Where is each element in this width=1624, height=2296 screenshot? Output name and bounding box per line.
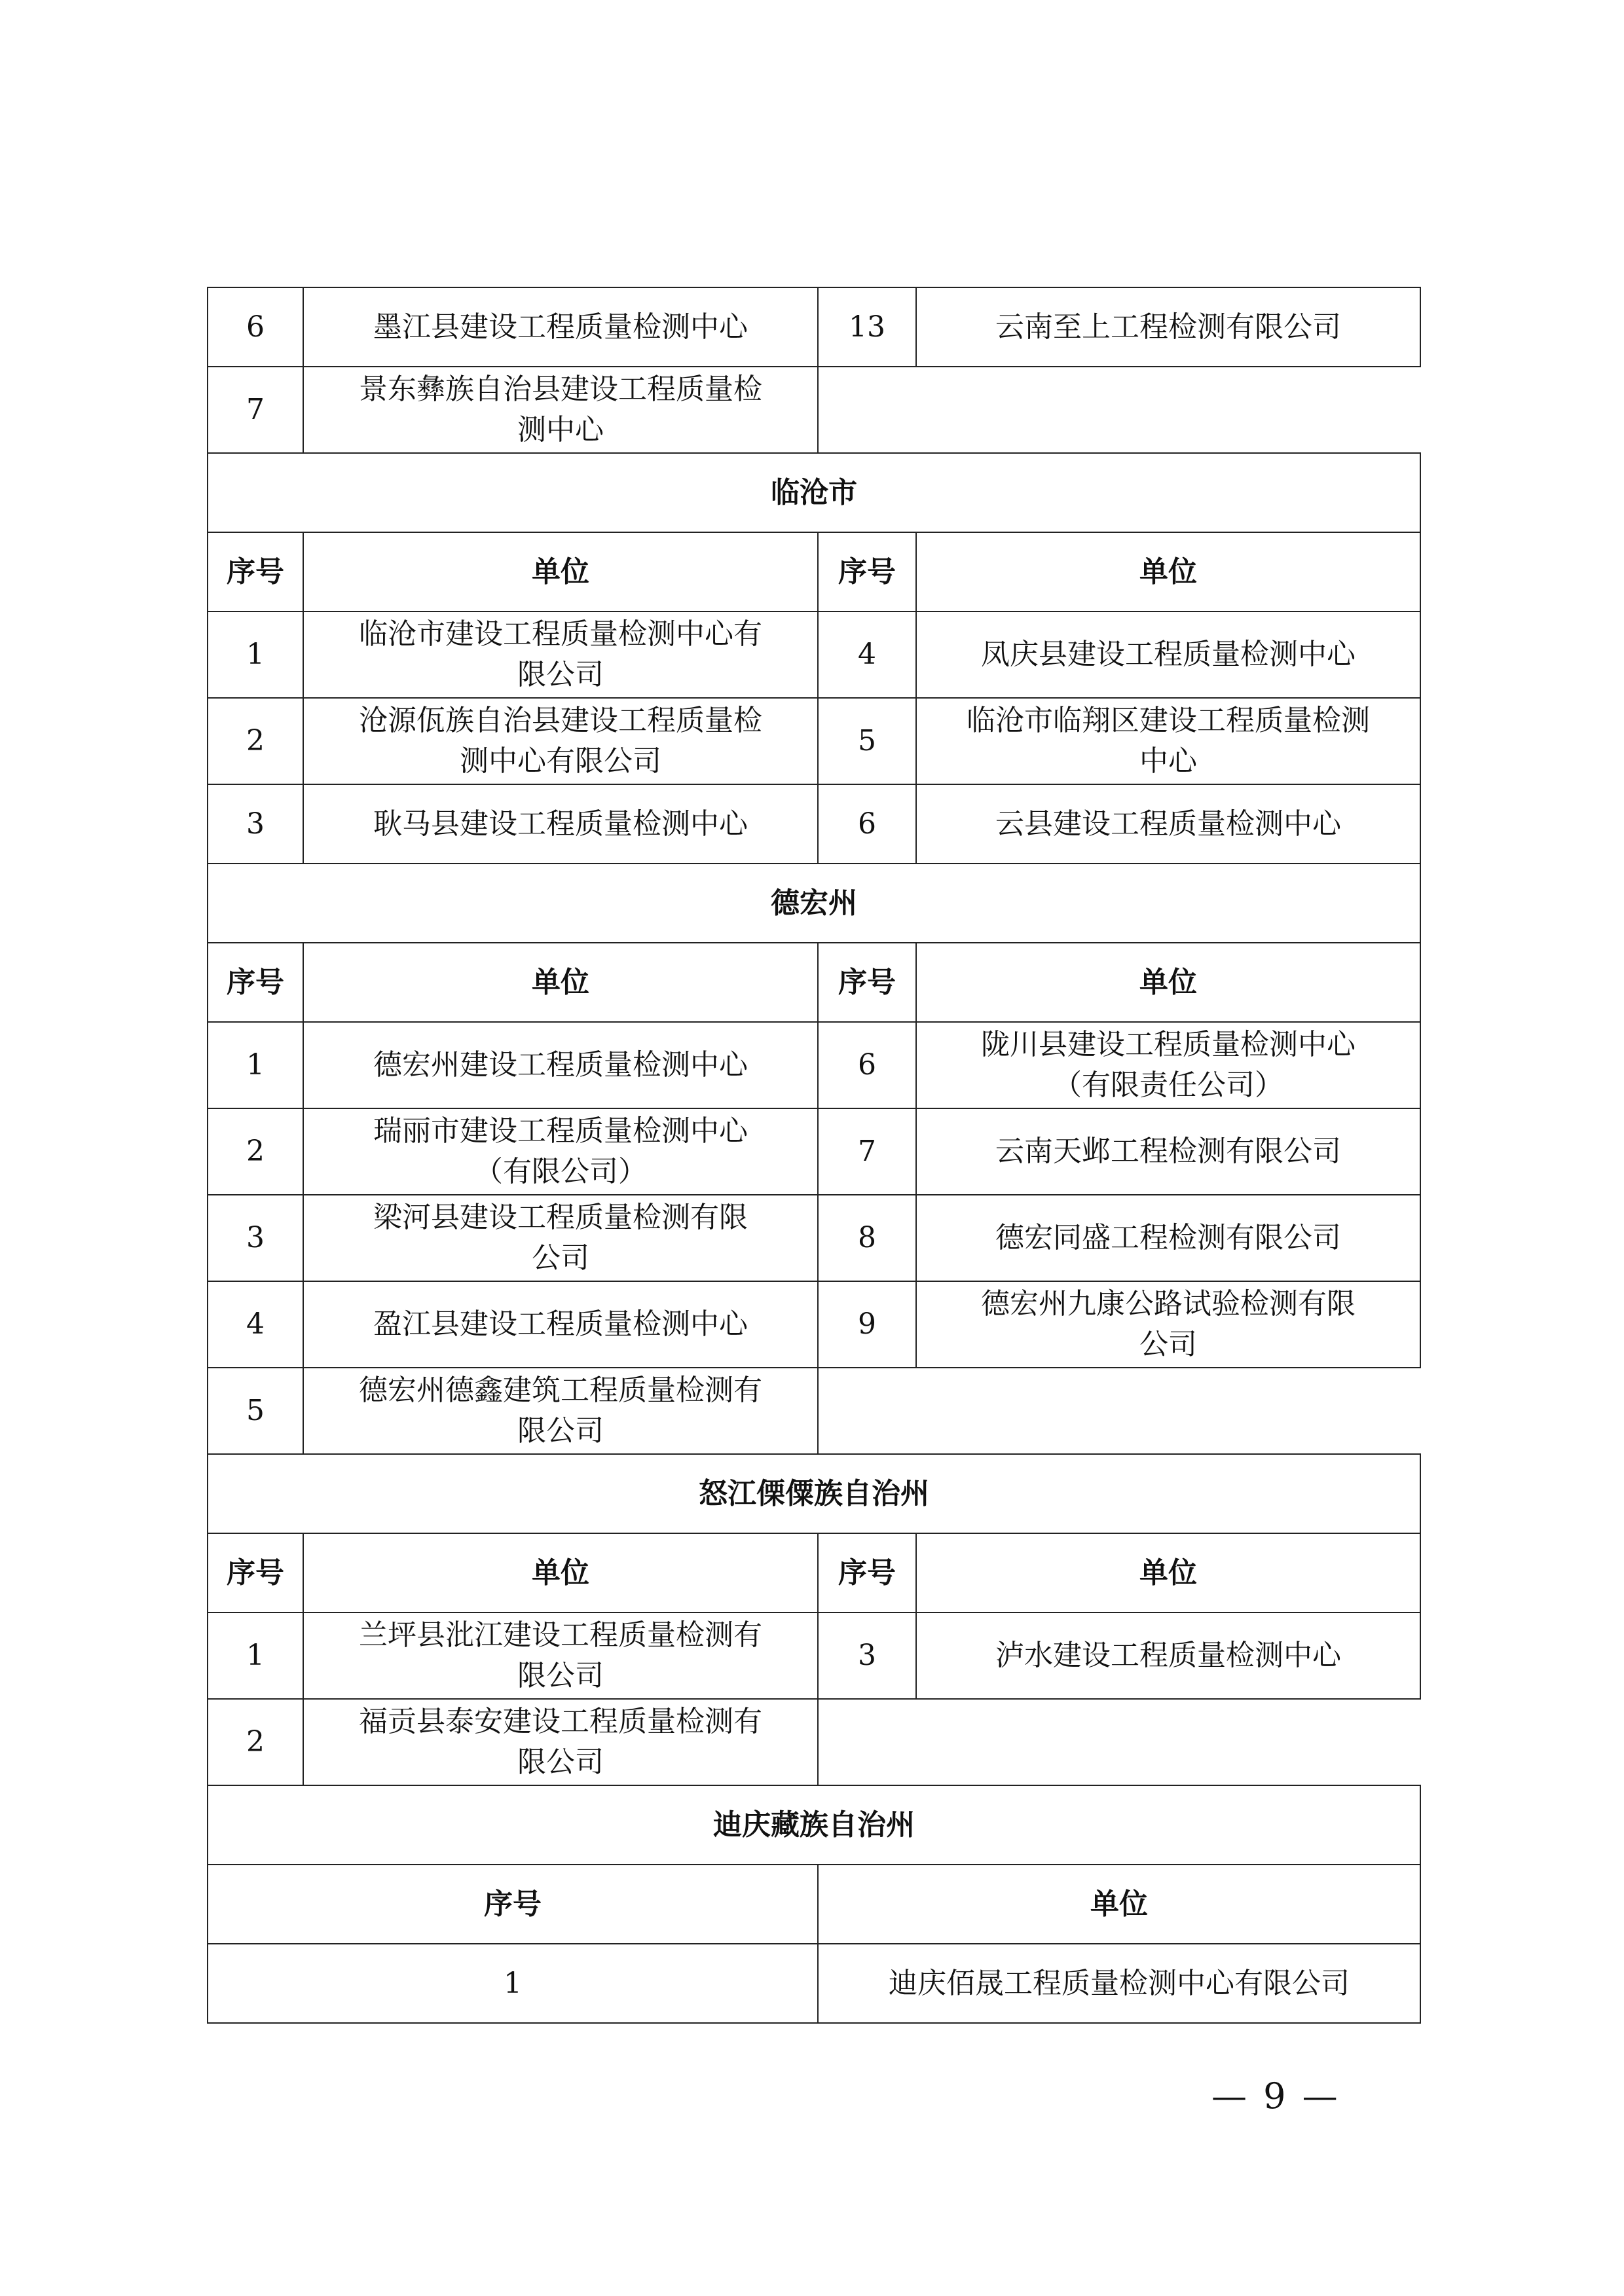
unit-name <box>916 1108 1420 1195</box>
serial-number: 4 <box>818 611 916 698</box>
unit-name-line: 临沧市临翔区建设工程质量检测 <box>967 704 1370 737</box>
header-row <box>208 532 1420 611</box>
table-row <box>208 698 1420 784</box>
unit-name-line: 瑞丽市建设工程质量检测中心 <box>373 1114 748 1148</box>
organization-table <box>207 287 1421 2024</box>
serial-number: 3 <box>818 1613 916 1699</box>
unit-name <box>303 784 818 864</box>
unit-name-line: 限公司 <box>517 658 604 691</box>
region-title: 迪庆藏族自治州 <box>208 1785 1420 1865</box>
unit-name-line: 墨江县建设工程质量检测中心 <box>373 310 748 344</box>
serial-number: 7 <box>818 1108 916 1195</box>
page-number: — 9 — <box>1211 2075 1340 2117</box>
unit-name-line: 测中心有限公司 <box>460 744 661 778</box>
table-row <box>208 1281 1420 1368</box>
unit-name-line: 限公司 <box>517 1745 604 1779</box>
column-header-serial: 序号 <box>208 1533 303 1613</box>
unit-name-line: 限公司 <box>517 1659 604 1692</box>
table-row <box>208 287 1420 367</box>
unit-name <box>303 1195 818 1281</box>
unit-name-line: 梁河县建设工程质量检测有限 <box>373 1201 748 1234</box>
header-row <box>208 1865 1420 1944</box>
column-header-serial: 序号 <box>818 943 916 1022</box>
serial-number: 6 <box>208 287 303 367</box>
unit-name-line: 陇川县建设工程质量检测中心 <box>981 1028 1356 1061</box>
unit-name <box>303 287 818 367</box>
unit-name-line: 沧源佤族自治县建设工程质量检 <box>359 704 762 737</box>
unit-name-line: 临沧市建设工程质量检测中心有 <box>359 617 762 651</box>
serial-number: 5 <box>818 698 916 784</box>
table-row <box>208 1944 1420 2023</box>
unit-name <box>303 1699 818 1785</box>
unit-name <box>916 1195 1420 1281</box>
serial-number: 1 <box>208 1944 818 2023</box>
unit-name-line: 中心 <box>1139 744 1197 778</box>
column-header-unit: 单位 <box>916 532 1420 611</box>
unit-name-line: 云南天邺工程检测有限公司 <box>995 1135 1341 1168</box>
serial-number: 3 <box>208 784 303 864</box>
unit-name-line: 限公司 <box>517 1414 604 1448</box>
region-title: 德宏州 <box>208 864 1420 943</box>
unit-name-line: 盈江县建设工程质量检测中心 <box>373 1307 748 1341</box>
serial-number: 1 <box>208 1613 303 1699</box>
column-header-unit: 单位 <box>818 1865 1420 1944</box>
unit-name-line: 公司 <box>532 1241 589 1275</box>
unit-name-line: 公司 <box>1139 1328 1197 1361</box>
unit-name <box>303 1613 818 1699</box>
unit-name <box>303 698 818 784</box>
table-row <box>208 367 1420 453</box>
unit-name <box>916 611 1420 698</box>
serial-number: 1 <box>208 611 303 698</box>
serial-number: 5 <box>208 1368 303 1454</box>
serial-number: 1 <box>208 1022 303 1108</box>
table-row <box>208 784 1420 864</box>
region-title-row <box>208 1454 1420 1533</box>
header-row <box>208 1533 1420 1613</box>
unit-name <box>916 784 1420 864</box>
table-row <box>208 1195 1420 1281</box>
serial-number: 4 <box>208 1281 303 1368</box>
column-header-unit: 单位 <box>303 1533 818 1613</box>
unit-name <box>303 1281 818 1368</box>
serial-number: 7 <box>208 367 303 453</box>
unit-name-line: 德宏州建设工程质量检测中心 <box>373 1048 748 1082</box>
serial-number: 8 <box>818 1195 916 1281</box>
table-row <box>208 1108 1420 1195</box>
region-title: 怒江傈僳族自治州 <box>208 1454 1420 1533</box>
unit-name-line: 凤庆县建设工程质量检测中心 <box>981 638 1356 671</box>
unit-name <box>916 1022 1420 1108</box>
column-header-unit: 单位 <box>303 943 818 1022</box>
serial-number: 6 <box>818 1022 916 1108</box>
column-header-serial: 序号 <box>818 532 916 611</box>
region-title-row <box>208 864 1420 943</box>
unit-name: 迪庆佰晟工程质量检测中心有限公司 <box>818 1944 1420 2023</box>
unit-name-line: 云县建设工程质量检测中心 <box>995 807 1341 841</box>
column-header-unit: 单位 <box>916 943 1420 1022</box>
column-header-serial: 序号 <box>208 532 303 611</box>
unit-name <box>916 1613 1420 1699</box>
serial-number: 2 <box>208 1108 303 1195</box>
unit-name-line: 耿马县建设工程质量检测中心 <box>373 807 748 841</box>
empty-cell <box>818 1368 1420 1454</box>
unit-name <box>303 611 818 698</box>
serial-number: 3 <box>208 1195 303 1281</box>
table-row <box>208 611 1420 698</box>
column-header-serial: 序号 <box>208 943 303 1022</box>
serial-number: 6 <box>818 784 916 864</box>
unit-name-line: 景东彝族自治县建设工程质量检 <box>359 373 762 406</box>
table-row <box>208 1368 1420 1454</box>
unit-name-line: 泸水建设工程质量检测中心 <box>995 1639 1341 1672</box>
column-header-serial: 序号 <box>208 1865 818 1944</box>
unit-name-line: （有限责任公司） <box>1053 1068 1283 1102</box>
unit-name <box>303 1022 818 1108</box>
serial-number: 2 <box>208 698 303 784</box>
region-title-row <box>208 1785 1420 1865</box>
serial-number: 13 <box>818 287 916 367</box>
column-header-serial: 序号 <box>818 1533 916 1613</box>
unit-name <box>916 698 1420 784</box>
unit-name-line: 兰坪县沘江建设工程质量检测有 <box>359 1618 762 1652</box>
table-row <box>208 1699 1420 1785</box>
unit-name-line: 德宏同盛工程检测有限公司 <box>995 1221 1341 1254</box>
unit-name-line: （有限公司） <box>474 1155 647 1188</box>
region-title: 临沧市 <box>208 453 1420 532</box>
unit-name <box>303 1368 818 1454</box>
header-row <box>208 943 1420 1022</box>
empty-cell <box>818 367 1420 453</box>
empty-cell <box>818 1699 1420 1785</box>
column-header-unit: 单位 <box>916 1533 1420 1613</box>
unit-name-line: 云南至上工程检测有限公司 <box>995 310 1341 344</box>
unit-name-line: 德宏州九康公路试验检测有限 <box>981 1287 1356 1321</box>
unit-name <box>916 1281 1420 1368</box>
unit-name <box>303 1108 818 1195</box>
unit-name-line: 测中心 <box>517 413 604 446</box>
table-row <box>208 1022 1420 1108</box>
unit-name <box>303 367 818 453</box>
unit-name-line: 福贡县泰安建设工程质量检测有 <box>359 1705 762 1738</box>
unit-name <box>916 287 1420 367</box>
unit-name-line: 德宏州德鑫建筑工程质量检测有 <box>359 1374 762 1407</box>
column-header-unit: 单位 <box>303 532 818 611</box>
serial-number: 2 <box>208 1699 303 1785</box>
serial-number: 9 <box>818 1281 916 1368</box>
region-title-row <box>208 453 1420 532</box>
table-row <box>208 1613 1420 1699</box>
